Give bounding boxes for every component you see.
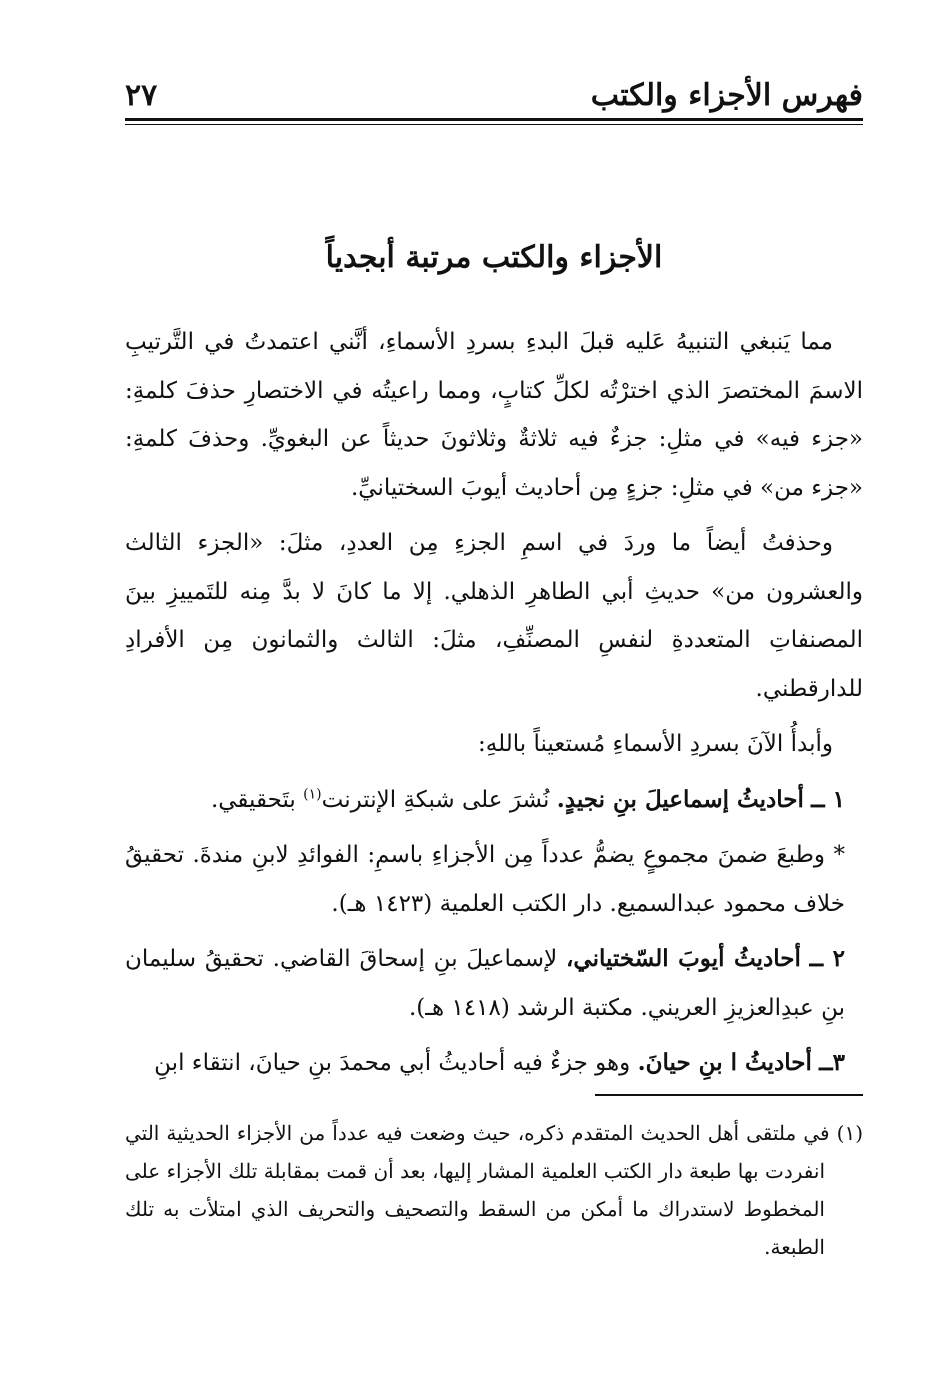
footnote-1-text: في ملتقى أهل الحديث المتقدم ذكره، حيث وضعت فيه عدداً من الأجزاء الحديثية التي انفردت بها طبعة دار الكتب العلمية المشار إليها، بعد أن قمت بمقابلة تلك الأجزاء على المخطوط لاستدراك ما أمكن من السقط والتصحيف والتحريف الذي امتلأت به تلك الطبعة. — [125, 1121, 830, 1259]
entry-2 — [125, 935, 863, 1032]
entry-3-text: وهو جزءٌ فيه أحاديثُ أبي محمدَ بنِ حيانَ، انتقاء ابنِ — [154, 1050, 631, 1076]
footnotes — [125, 1114, 863, 1266]
body-text — [125, 318, 863, 1095]
intro-paragraph-1: مما يَنبغي التنبيهُ عَليه قبلَ البدءِ بسردِ الأسماءِ، أنَّني اعتمدتُ في التَّرتيبِ الاسمَ المختصرَ الذي اخترْتُه لكلِّ كتابٍ، ومما راعيتُه في الاختصارِ حذفَ كلمةِ: «جزء فيه» في مثلِ: جزءٌ فيه ثلاثةٌ وثلاثونَ حديثاً عن البغويِّ. وحذفَ كلمةِ: «جزء من» في مثلِ: جزءٍ مِن أحاديث أيوبَ السختيانيِّ. — [125, 329, 863, 501]
header-rule-thin — [125, 124, 863, 125]
entry-2-title: أحاديثُ أيوبَ السّختياني، — [566, 945, 801, 972]
entry-2-number: ٢ ــ — [809, 945, 845, 972]
intro-paragraph-2: وحذفتُ أيضاً ما وردَ في اسمِ الجزءِ مِن العددِ، مثلَ: «الجزء الثالث والعشرون من» حديثِ أبي الطاهرِ الذهلي. إلا ما كانَ لا بدَّ مِنه للتَمييزِ بينَ المصنفاتِ المتعددةِ لنفسِ المصنِّفِ، مثلَ: الثالث والثمانون مِن الأفرادِ للدارقطني. — [125, 530, 863, 702]
header-rule-thick — [125, 118, 863, 121]
footnote-1 — [125, 1114, 863, 1266]
entry-3-number: ٣ــ — [819, 1049, 845, 1076]
section-title: الأجزاء والكتب مرتبة أبجدياً — [325, 240, 663, 275]
footnote-1-marker: (١) — [836, 1121, 863, 1145]
entry-3 — [125, 1039, 863, 1088]
footnote-separator — [595, 1094, 863, 1096]
entry-1 — [125, 776, 863, 825]
entry-1-title: أحاديثُ إسماعيلَ بنِ نجيدٍ. — [556, 785, 804, 813]
entry-3-title: أحاديثُ ا بنِ حيانَ. — [637, 1049, 812, 1076]
entry-1-text-end: بتَحقيقي. — [210, 786, 296, 813]
entry-1-note: * وطبعَ ضمنَ مجموعٍ يضمُّ عدداً مِن الأجزاءِ باسمِ: الفوائدِ لابنِ مندةَ. تحقيقُ خلاف محمود عبدالسميع. دار الكتب العلمية (١٤٢٣ هـ). — [125, 842, 845, 917]
entry-1-number: ١ ــ — [811, 785, 845, 813]
entry-1-text: نُشرَ على شبكةِ الإنترنت — [321, 786, 550, 813]
page-number: ٢٧ — [125, 78, 158, 113]
intro-paragraph-3: وأبدأُ الآنَ بسردِ الأسماءِ مُستعيناً باللهِ: — [478, 731, 833, 757]
running-header-title: فهرس الأجزاء والكتب — [590, 78, 863, 113]
entry-2-text: لإسماعيلَ بنِ إسحاقَ القاضي. تحقيقُ سليمان بنِ عبدِالعزيزِ العريني. مكتبة الرشد (١٤١٨ هـ). — [125, 946, 845, 1021]
footnote-ref-1: (١) — [303, 785, 322, 802]
running-header — [125, 72, 863, 116]
